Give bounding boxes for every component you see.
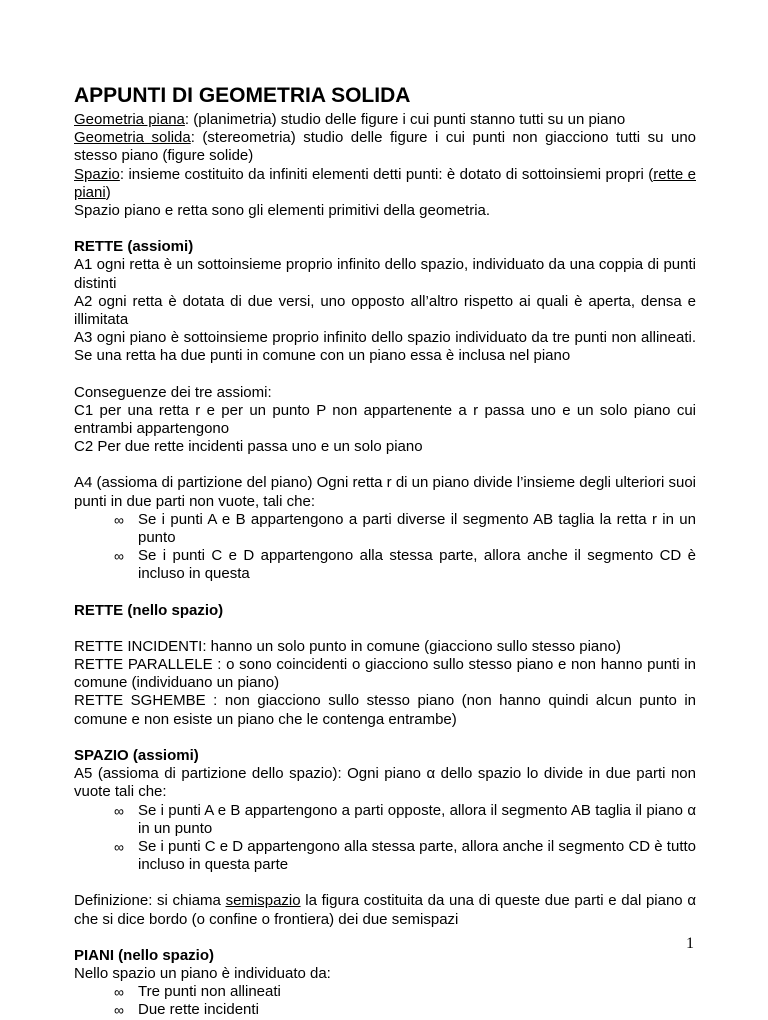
def-spazio: Spazio: insieme costituito da infiniti elementi detti punti: è dotato di sottoinsiemi propri (rette e piani) xyxy=(74,165,696,201)
rette-sghembe: RETTE SGHEMBE : non giacciono sullo stesso piano (non hanno quindi alcun punto in comune e non esiste un piano che le contenga entrambe) xyxy=(74,692,696,728)
axiom-a2: A2 ogni retta è dotata di due versi, uno opposto all’altro rispetto ai quali è aperta, densa e illimitata xyxy=(74,292,696,329)
a5-bullet-list xyxy=(74,802,696,875)
def-geometria-solida: Geometria solida: (stereometria) studio delle figure i cui punti non giacciono tutti su uno stesso piano (figure solide) xyxy=(74,129,697,165)
list-item: ∞ Due rette incidenti xyxy=(114,1001,259,1019)
consequence-c2: C2 Per due rette incidenti passa uno e un solo piano xyxy=(74,438,423,456)
section-heading-rette-spazio: RETTE (nello spazio) xyxy=(74,601,224,619)
list-item: ∞ Se i punti C e D appartengono alla stessa parte, allora anche il segmento CD è incluso in questa xyxy=(114,547,696,583)
list-item: ∞ Tre punti non allineati xyxy=(114,983,281,1001)
def-term: semispazio xyxy=(225,892,301,910)
axiom-a1: A1 ogni retta è un sottoinsieme proprio infinito dello spazio, individuato da una coppia di punti distinti xyxy=(74,256,696,292)
a4-bullet-list xyxy=(74,511,696,584)
consequence-c1: C1 per una retta r e per un punto P non appartenente a r passa uno e un solo piano cui entrambi appartengono xyxy=(74,401,696,438)
definition-semispazio: Definizione: si chiama semispazio la figura costituita da una di queste due parti e dal piano α che si dice bordo (o confine o frontiera) dei due semispazi xyxy=(74,892,696,928)
infinity-bullet-icon: ∞ xyxy=(114,984,124,1001)
page-title: APPUNTI DI GEOMETRIA SOLIDA xyxy=(74,84,411,107)
piani-intro: Nello spazio un piano è individuato da: xyxy=(74,964,331,982)
def-term: Spazio xyxy=(74,165,120,183)
infinity-bullet-icon: ∞ xyxy=(114,548,124,565)
infinity-bullet-icon: ∞ xyxy=(114,838,124,855)
axiom-a5: A5 (assioma di partizione dello spazio): Ogni piano α dello spazio lo divide in due parti non vuote tali che: xyxy=(74,765,696,801)
infinity-bullet-icon: ∞ xyxy=(114,802,124,819)
rette-parallele: RETTE PARALLELE : o sono coincidenti o giacciono sullo stesso piano e non hanno punti in comune (individuano un piano) xyxy=(74,656,696,692)
rette-incidenti: RETTE INCIDENTI: hanno un solo punto in comune (giacciono sullo stesso piano) xyxy=(74,637,621,655)
page-number: 1 xyxy=(686,935,694,952)
primitives-note: Spazio piano e retta sono gli elementi primitivi della geometria. xyxy=(74,202,491,220)
def-geometria-piana: Geometria piana: (planimetria) studio delle figure i cui punti stanno tutti su un piano xyxy=(74,111,626,128)
def-term: Geometria piana xyxy=(74,111,185,128)
infinity-bullet-icon: ∞ xyxy=(114,511,124,528)
document-body xyxy=(74,83,696,1020)
section-heading-rette-assiomi: RETTE (assiomi) xyxy=(74,238,194,256)
section-heading-spazio-assiomi: SPAZIO (assiomi) xyxy=(74,746,199,764)
def-term: Geometria solida xyxy=(74,129,191,147)
infinity-bullet-icon: ∞ xyxy=(114,1002,124,1019)
piani-bullet-list xyxy=(74,983,696,1019)
consequences-intro: Conseguenze dei tre assiomi: xyxy=(74,383,272,401)
axiom-a3: A3 ogni piano è sottoinsieme proprio infinito dello spazio individuato da tre punti non allineati. Se una retta ha due punti in comune con un piano essa è inclusa nel piano xyxy=(74,329,696,365)
section-heading-piani: PIANI (nello spazio) xyxy=(74,946,215,964)
list-item: ∞ Se i punti A e B appartengono a parti opposte, allora il segmento AB taglia il piano α in un punto xyxy=(114,801,696,837)
def-term: rette e piani xyxy=(74,165,696,201)
list-item: ∞ Se i punti A e B appartengono a parti diverse il segmento AB taglia la retta r in un punto xyxy=(114,510,696,547)
list-item: ∞ Se i punti C e D appartengono alla stessa parte, allora anche il segmento CD è tutto incluso in questa parte xyxy=(114,837,696,874)
axiom-a4: A4 (assioma di partizione del piano) Ogni retta r di un piano divide l’insieme degli ulteriori suoi punti in due parti non vuote, tali che: xyxy=(74,474,696,510)
